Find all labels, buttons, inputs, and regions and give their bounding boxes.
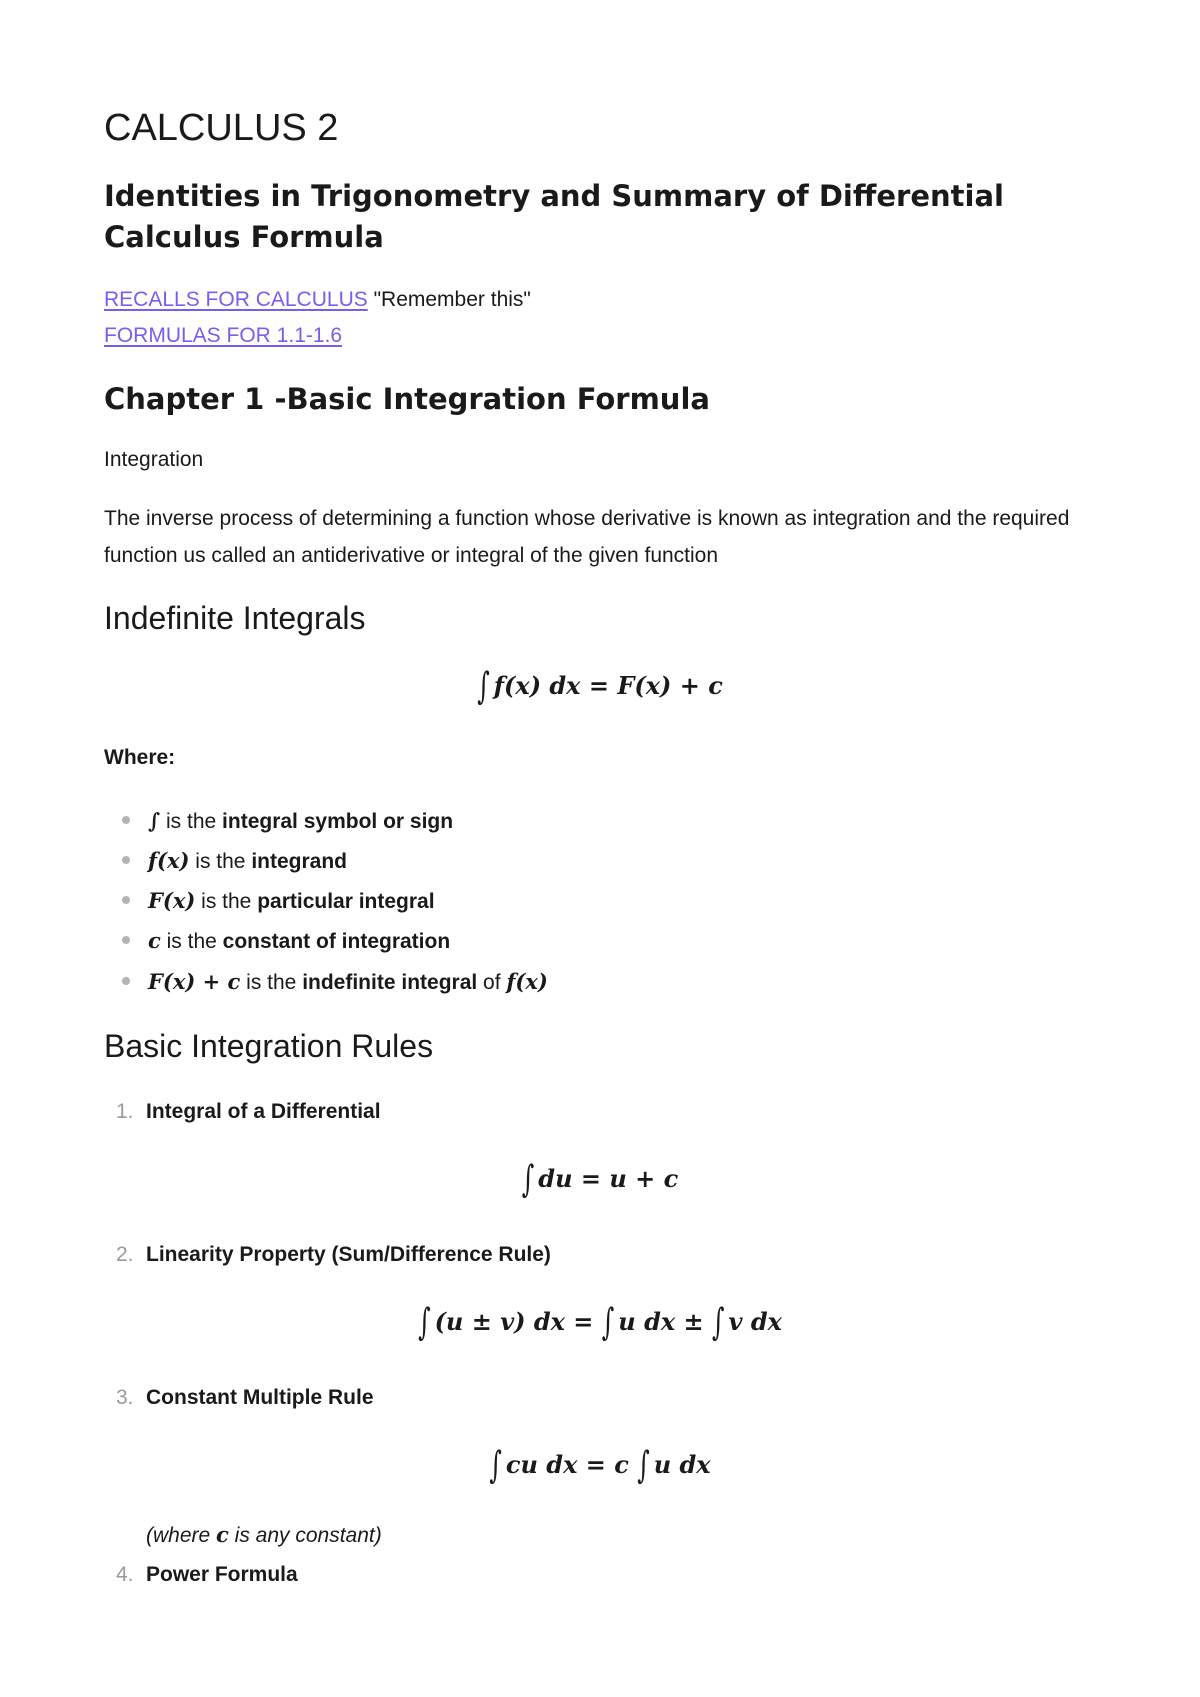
item-term: particular integral <box>257 890 435 913</box>
rule-label: Power Formula <box>146 1563 298 1586</box>
rule-number: 3. <box>116 1386 134 1409</box>
rule-label: Integral of a Differential <box>146 1100 381 1123</box>
rule-formula <box>0 1159 1200 1200</box>
symbol: f(x) <box>148 848 190 873</box>
recalls-suffix: "Remember this" <box>367 288 531 311</box>
item-connector: is the <box>160 810 223 833</box>
integral-symbol: ∫ <box>489 1443 502 1487</box>
item-connector: is the <box>160 930 223 953</box>
formula-text: cu dx = c <box>505 1450 638 1479</box>
note-text: is any constant) <box>228 1524 382 1547</box>
formula-text: (u ± v) dx = <box>434 1307 602 1336</box>
list-item <box>122 807 453 836</box>
rule-formula <box>0 1445 1200 1486</box>
recalls-link[interactable]: RECALLS FOR CALCULUS <box>104 288 368 311</box>
rule-label: Linearity Property (Sum/Difference Rule) <box>146 1243 551 1266</box>
chapter-definition: The inverse process of determining a function whose derivative is known as integration and the required function us called an antiderivative or integral of the given function <box>104 507 1070 567</box>
indefinite-formula-body: f(x) dx = F(x) + c <box>493 671 723 700</box>
bullet-icon <box>122 816 130 824</box>
document-title: CALCULUS 2 <box>104 107 339 149</box>
list-item <box>122 968 548 997</box>
bullet-icon <box>122 896 130 904</box>
recalls-line <box>104 286 531 314</box>
chapter-heading: Chapter 1 -Basic Integration Formula <box>104 382 710 416</box>
integral-symbol: ∫ <box>418 1300 431 1344</box>
integral-symbol: ∫ <box>637 1443 650 1487</box>
formula-text: du = u + c <box>538 1164 679 1193</box>
list-item <box>122 887 435 916</box>
bullet-icon <box>122 936 130 944</box>
constant-note <box>146 1521 382 1550</box>
list-item <box>122 927 450 956</box>
integral-symbol: ∫ <box>477 664 490 708</box>
formula-text: u dx ± <box>618 1307 713 1336</box>
item-term: integral symbol or sign <box>222 810 454 833</box>
item-term: integrand <box>251 850 347 873</box>
note-text: (where <box>146 1524 217 1547</box>
rule-formula <box>0 1302 1200 1343</box>
rule-item <box>116 1561 298 1589</box>
symbol: c <box>148 928 161 953</box>
chapter-term: Integration <box>104 448 204 471</box>
integral-symbol: ∫ <box>712 1300 725 1344</box>
symbol: F(x) + c <box>148 969 241 994</box>
formula-text: u dx <box>653 1450 711 1479</box>
rule-item <box>116 1098 381 1126</box>
indefinite-formula <box>0 666 1200 707</box>
list-item <box>122 847 347 876</box>
rule-number: 2. <box>116 1243 134 1266</box>
bullet-icon <box>122 977 130 985</box>
rule-label: Constant Multiple Rule <box>146 1386 374 1409</box>
formulas-link[interactable]: FORMULAS FOR 1.1-1.6 <box>104 324 343 347</box>
formula-text: v dx <box>728 1307 782 1336</box>
item-term: constant of integration <box>222 930 451 953</box>
integral-symbol: ∫ <box>601 1300 615 1344</box>
document-subtitle: Identities in Trigonometry and Summary of Differential Calculus Formula <box>104 179 1004 254</box>
integral-symbol: ∫ <box>521 1157 535 1201</box>
symbol: ∫ <box>148 808 161 833</box>
where-label: Where: <box>104 746 176 769</box>
rule-number: 1. <box>116 1100 134 1123</box>
bullet-icon <box>122 856 130 864</box>
symbol: f(x) <box>506 969 548 994</box>
rules-heading: Basic Integration Rules <box>104 1028 434 1064</box>
symbol: F(x) <box>148 888 196 913</box>
item-connector: is the <box>195 890 258 913</box>
rule-item <box>116 1384 374 1412</box>
item-connector: is the <box>189 850 252 873</box>
item-connector: of <box>477 971 507 994</box>
item-connector: is the <box>240 971 303 994</box>
symbol: c <box>216 1522 229 1547</box>
formulas-line <box>104 322 342 350</box>
indefinite-heading: Indefinite Integrals <box>104 600 366 636</box>
item-term: indefinite integral <box>302 971 478 994</box>
rule-number: 4. <box>116 1563 134 1586</box>
rule-item <box>116 1241 551 1269</box>
